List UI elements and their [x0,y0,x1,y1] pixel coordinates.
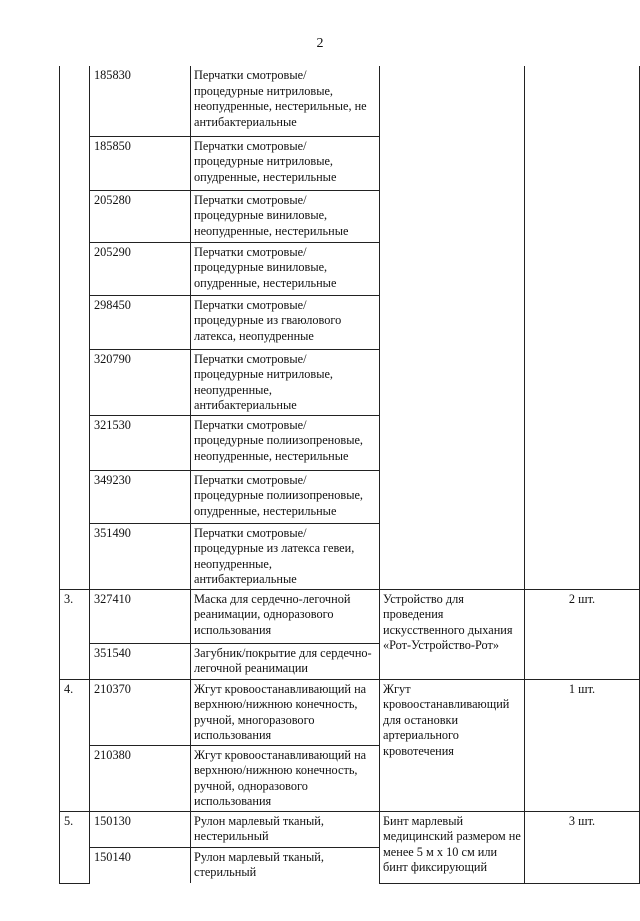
row-number: 5. [60,811,90,883]
item-name: Рулон марлевый тканый, стерильный [191,847,380,883]
item-code: 185830 [90,66,191,136]
item-code: 327410 [90,589,191,643]
item-code: 351540 [90,643,191,679]
item-code: 210380 [90,745,191,811]
row-number: 4. [60,679,90,811]
item-code: 205290 [90,242,191,295]
item-name: Перчатки смотровые/ процедурные полиизопреновые, неопудренные, нестерильные [191,415,380,470]
page-number: 2 [316,36,324,51]
table-row [60,66,640,136]
requirement-text: Жгут кровоостанавливающий для остановки артериального кровотечения [380,679,525,811]
requirement-cell [380,66,525,589]
item-name: Перчатки смотровые/ процедурные виниловые, опудренные, нестерильные [191,242,380,295]
item-code: 320790 [90,349,191,415]
medical-items-table [59,66,640,884]
item-code: 150130 [90,811,191,847]
item-name: Перчатки смотровые/ процедурные полиизопреновые, опудренные, нестерильные [191,470,380,523]
item-name: Жгут кровоостанавливающий на верхнюю/нижнюю конечность, ручной, одноразового использования [191,745,380,811]
item-name: Перчатки смотровые/ процедурные виниловые, неопудренные, нестерильные [191,190,380,242]
table-row [60,811,640,847]
item-code: 185850 [90,136,191,190]
item-name: Перчатки смотровые/ процедурные нитриловые, неопудренные, нестерильные, не антибактериальные [191,66,380,136]
quantity-text: 3 шт. [525,811,640,883]
item-name: Загубник/покрытие для сердечно-легочной реанимации [191,643,380,679]
item-name: Рулон марлевый тканый, нестерильный [191,811,380,847]
quantity-text: 2 шт. [525,589,640,679]
item-name: Перчатки смотровые/ процедурные из латекса гевеи, неопудренные, антибактериальные [191,523,380,589]
table-row [60,589,640,643]
item-code: 298450 [90,295,191,349]
item-code: 349230 [90,470,191,523]
table-row [60,679,640,745]
item-name: Жгут кровоостанавливающий на верхнюю/нижнюю конечность, ручной, многоразового использования [191,679,380,745]
item-code: 150140 [90,847,191,883]
row-number: 3. [60,589,90,679]
item-name: Перчатки смотровые/ процедурные из гваюлового латекса, неопудренные [191,295,380,349]
row-number-cell [60,66,90,589]
requirement-text: Устройство для проведения искусственного дыхания «Рот-Устройство-Рот» [380,589,525,679]
item-code: 205280 [90,190,191,242]
item-code: 321530 [90,415,191,470]
requirement-text: Бинт марлевый медицинский размером не менее 5 м х 10 см или бинт фиксирующий [380,811,525,883]
item-name: Перчатки смотровые/ процедурные нитриловые, опудренные, нестерильные [191,136,380,190]
item-name: Маска для сердечно-легочной реанимации, одноразового использования [191,589,380,643]
item-name: Перчатки смотровые/ процедурные нитриловые, неопудренные, антибактериальные [191,349,380,415]
quantity-text: 1 шт. [525,679,640,811]
item-code: 210370 [90,679,191,745]
quantity-cell [525,66,640,589]
item-code: 351490 [90,523,191,589]
